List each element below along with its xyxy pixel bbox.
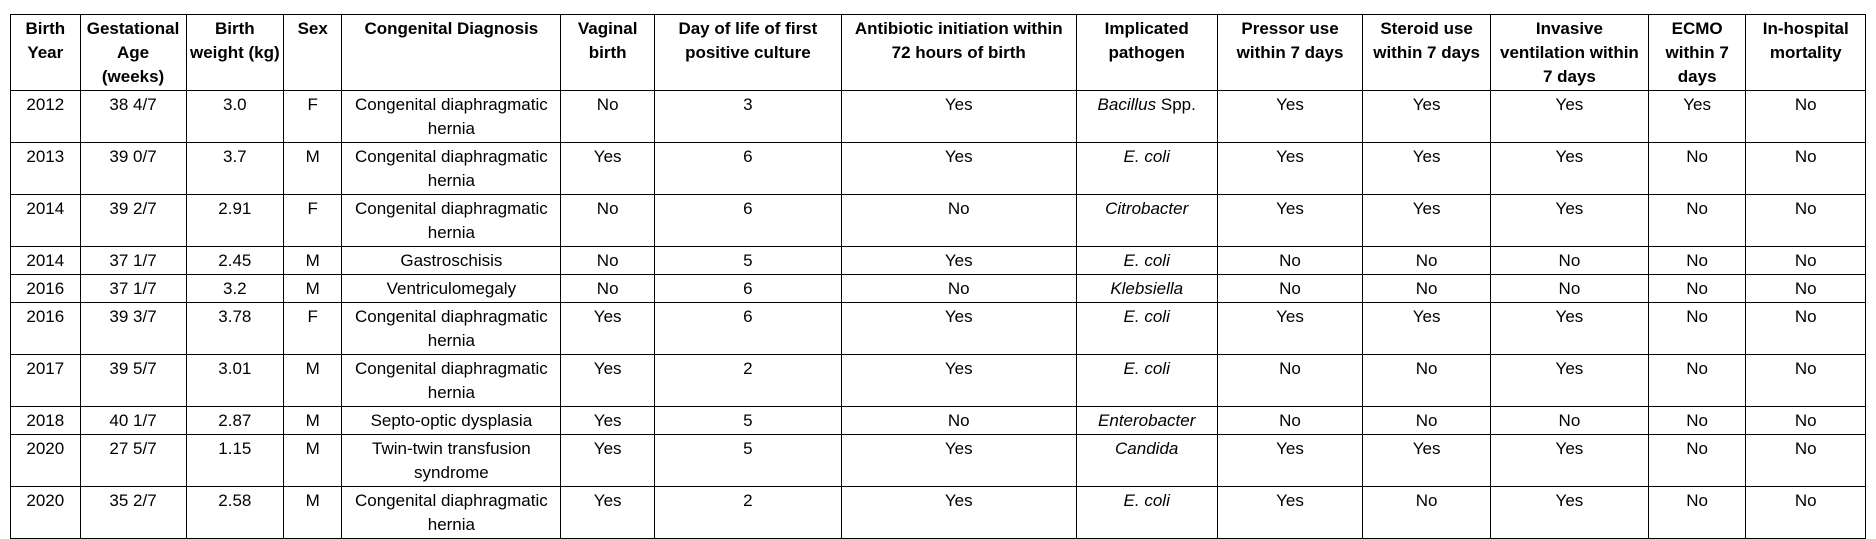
cell-steroid-use: Yes [1363, 143, 1491, 195]
cell-pressor-use: Yes [1217, 487, 1362, 539]
table-row [11, 195, 1866, 247]
table-row [11, 487, 1866, 539]
cell-birth-year: 2017 [11, 355, 81, 407]
cell-in-hospital-mortality: No [1746, 303, 1866, 355]
cell-in-hospital-mortality: No [1746, 195, 1866, 247]
cell-gestational-age: 39 3/7 [80, 303, 186, 355]
cell-ecmo: No [1648, 487, 1746, 539]
cell-birth-weight: 3.0 [186, 91, 284, 143]
cell-antibiotic-initiation: No [841, 275, 1076, 303]
cell-birth-year: 2018 [11, 407, 81, 435]
cell-pressor-use: No [1217, 407, 1362, 435]
table-row [11, 143, 1866, 195]
cell-vaginal-birth: Yes [561, 435, 654, 487]
pathogen-name: Bacillus [1097, 95, 1157, 114]
cell-steroid-use: No [1363, 407, 1491, 435]
patient-table [10, 14, 1866, 539]
cell-birth-weight: 3.01 [186, 355, 284, 407]
cell-in-hospital-mortality: No [1746, 143, 1866, 195]
cell-sex: M [284, 435, 342, 487]
cell-invasive-ventilation: Yes [1490, 435, 1648, 487]
cell-in-hospital-mortality: No [1746, 435, 1866, 487]
cell-birth-year: 2014 [11, 247, 81, 275]
cell-gestational-age: 35 2/7 [80, 487, 186, 539]
cell-invasive-ventilation: Yes [1490, 143, 1648, 195]
cell-antibiotic-initiation: Yes [841, 435, 1076, 487]
header-ecmo: ECMO within 7 days [1648, 15, 1746, 91]
cell-steroid-use: No [1363, 247, 1491, 275]
header-congenital-diagnosis: Congenital Diagnosis [342, 15, 561, 91]
cell-vaginal-birth: Yes [561, 487, 654, 539]
cell-implicated-pathogen [1076, 435, 1217, 487]
cell-sex: M [284, 355, 342, 407]
cell-day-of-life: 6 [654, 275, 841, 303]
pathogen-name: E. coli [1123, 359, 1170, 378]
cell-antibiotic-initiation: No [841, 407, 1076, 435]
cell-implicated-pathogen [1076, 275, 1217, 303]
cell-sex: M [284, 275, 342, 303]
cell-sex: M [284, 247, 342, 275]
header-sex: Sex [284, 15, 342, 91]
header-implicated-pathogen: Implicated pathogen [1076, 15, 1217, 91]
cell-birth-year: 2020 [11, 487, 81, 539]
cell-invasive-ventilation: Yes [1490, 195, 1648, 247]
cell-gestational-age: 37 1/7 [80, 275, 186, 303]
cell-antibiotic-initiation: Yes [841, 303, 1076, 355]
cell-invasive-ventilation: No [1490, 407, 1648, 435]
cell-vaginal-birth: Yes [561, 303, 654, 355]
pathogen-name: Candida [1115, 439, 1179, 458]
cell-congenital-diagnosis: Congenital diaphragmatic hernia [342, 355, 561, 407]
cell-implicated-pathogen [1076, 303, 1217, 355]
cell-ecmo: No [1648, 435, 1746, 487]
header-day-of-life: Day of life of first positive culture [654, 15, 841, 91]
cell-antibiotic-initiation: Yes [841, 247, 1076, 275]
cell-birth-weight: 2.87 [186, 407, 284, 435]
cell-sex: M [284, 143, 342, 195]
cell-vaginal-birth: No [561, 247, 654, 275]
cell-birth-weight: 2.58 [186, 487, 284, 539]
cell-sex: M [284, 407, 342, 435]
cell-congenital-diagnosis: Congenital diaphragmatic hernia [342, 303, 561, 355]
table-row [11, 247, 1866, 275]
cell-antibiotic-initiation: Yes [841, 355, 1076, 407]
cell-steroid-use: No [1363, 355, 1491, 407]
cell-birth-weight: 3.2 [186, 275, 284, 303]
cell-antibiotic-initiation: No [841, 195, 1076, 247]
cell-ecmo: No [1648, 355, 1746, 407]
cell-day-of-life: 6 [654, 143, 841, 195]
cell-gestational-age: 39 5/7 [80, 355, 186, 407]
cell-gestational-age: 39 2/7 [80, 195, 186, 247]
cell-pressor-use: Yes [1217, 143, 1362, 195]
pathogen-name: Klebsiella [1110, 279, 1184, 298]
cell-day-of-life: 2 [654, 355, 841, 407]
cell-in-hospital-mortality: No [1746, 407, 1866, 435]
pathogen-name: E. coli [1123, 147, 1170, 166]
cell-vaginal-birth: No [561, 91, 654, 143]
cell-congenital-diagnosis: Ventriculomegaly [342, 275, 561, 303]
pathogen-name: E. coli [1123, 251, 1170, 270]
cell-antibiotic-initiation: Yes [841, 487, 1076, 539]
cell-vaginal-birth: Yes [561, 143, 654, 195]
cell-vaginal-birth: Yes [561, 407, 654, 435]
cell-invasive-ventilation: Yes [1490, 91, 1648, 143]
cell-ecmo: No [1648, 195, 1746, 247]
cell-pressor-use: Yes [1217, 435, 1362, 487]
cell-ecmo: No [1648, 303, 1746, 355]
cell-invasive-ventilation: Yes [1490, 487, 1648, 539]
pathogen-suffix: Spp. [1156, 95, 1196, 114]
cell-day-of-life: 2 [654, 487, 841, 539]
cell-day-of-life: 6 [654, 195, 841, 247]
cell-congenital-diagnosis: Congenital diaphragmatic hernia [342, 91, 561, 143]
cell-gestational-age: 37 1/7 [80, 247, 186, 275]
cell-steroid-use: No [1363, 487, 1491, 539]
cell-invasive-ventilation: Yes [1490, 303, 1648, 355]
cell-day-of-life: 5 [654, 247, 841, 275]
header-row [11, 15, 1866, 91]
cell-gestational-age: 27 5/7 [80, 435, 186, 487]
header-antibiotic-initiation: Antibiotic initiation within 72 hours of birth [841, 15, 1076, 91]
cell-vaginal-birth: Yes [561, 355, 654, 407]
cell-birth-year: 2016 [11, 303, 81, 355]
cell-vaginal-birth: No [561, 195, 654, 247]
pathogen-name: E. coli [1123, 491, 1170, 510]
header-birth-weight: Birth weight (kg) [186, 15, 284, 91]
pathogen-name: E. coli [1123, 307, 1170, 326]
cell-sex: F [284, 91, 342, 143]
pathogen-name: Citrobacter [1105, 199, 1189, 218]
table-row [11, 435, 1866, 487]
cell-sex: F [284, 195, 342, 247]
cell-in-hospital-mortality: No [1746, 91, 1866, 143]
cell-ecmo: No [1648, 247, 1746, 275]
table-row [11, 303, 1866, 355]
cell-congenital-diagnosis: Gastroschisis [342, 247, 561, 275]
cell-antibiotic-initiation: Yes [841, 143, 1076, 195]
cell-gestational-age: 40 1/7 [80, 407, 186, 435]
cell-pressor-use: No [1217, 275, 1362, 303]
cell-birth-weight: 3.7 [186, 143, 284, 195]
cell-vaginal-birth: No [561, 275, 654, 303]
header-in-hospital-mortality: In-hospital mortality [1746, 15, 1866, 91]
cell-gestational-age: 38 4/7 [80, 91, 186, 143]
cell-implicated-pathogen [1076, 247, 1217, 275]
cell-implicated-pathogen [1076, 487, 1217, 539]
table-row [11, 407, 1866, 435]
cell-steroid-use: Yes [1363, 303, 1491, 355]
header-invasive-ventilation: Invasive ventilation within 7 days [1490, 15, 1648, 91]
cell-birth-weight: 2.45 [186, 247, 284, 275]
cell-ecmo: Yes [1648, 91, 1746, 143]
cell-steroid-use: Yes [1363, 91, 1491, 143]
table-row [11, 275, 1866, 303]
cell-implicated-pathogen [1076, 355, 1217, 407]
cell-ecmo: No [1648, 275, 1746, 303]
cell-birth-year: 2012 [11, 91, 81, 143]
table-container [10, 14, 1866, 539]
header-birth-year: Birth Year [11, 15, 81, 91]
cell-pressor-use: Yes [1217, 303, 1362, 355]
cell-congenital-diagnosis: Congenital diaphragmatic hernia [342, 487, 561, 539]
cell-day-of-life: 6 [654, 303, 841, 355]
cell-pressor-use: No [1217, 355, 1362, 407]
cell-birth-year: 2020 [11, 435, 81, 487]
cell-antibiotic-initiation: Yes [841, 91, 1076, 143]
table-row [11, 91, 1866, 143]
cell-steroid-use: No [1363, 275, 1491, 303]
cell-day-of-life: 3 [654, 91, 841, 143]
cell-birth-year: 2014 [11, 195, 81, 247]
pathogen-name: Enterobacter [1098, 411, 1196, 430]
header-gestational-age: Gestational Age (weeks) [80, 15, 186, 91]
header-vaginal-birth: Vaginal birth [561, 15, 654, 91]
cell-invasive-ventilation: No [1490, 275, 1648, 303]
cell-birth-year: 2016 [11, 275, 81, 303]
cell-pressor-use: Yes [1217, 91, 1362, 143]
cell-implicated-pathogen [1076, 195, 1217, 247]
cell-invasive-ventilation: No [1490, 247, 1648, 275]
cell-day-of-life: 5 [654, 407, 841, 435]
table-body [11, 91, 1866, 539]
cell-birth-weight: 1.15 [186, 435, 284, 487]
cell-in-hospital-mortality: No [1746, 247, 1866, 275]
cell-steroid-use: Yes [1363, 195, 1491, 247]
cell-steroid-use: Yes [1363, 435, 1491, 487]
cell-implicated-pathogen [1076, 143, 1217, 195]
cell-birth-weight: 2.91 [186, 195, 284, 247]
cell-pressor-use: No [1217, 247, 1362, 275]
cell-ecmo: No [1648, 143, 1746, 195]
cell-congenital-diagnosis: Congenital diaphragmatic hernia [342, 195, 561, 247]
cell-in-hospital-mortality: No [1746, 275, 1866, 303]
cell-sex: F [284, 303, 342, 355]
header-pressor-use: Pressor use within 7 days [1217, 15, 1362, 91]
cell-congenital-diagnosis: Congenital diaphragmatic hernia [342, 143, 561, 195]
cell-ecmo: No [1648, 407, 1746, 435]
cell-implicated-pathogen [1076, 407, 1217, 435]
cell-invasive-ventilation: Yes [1490, 355, 1648, 407]
cell-sex: M [284, 487, 342, 539]
cell-birth-weight: 3.78 [186, 303, 284, 355]
cell-in-hospital-mortality: No [1746, 487, 1866, 539]
cell-congenital-diagnosis: Septo-optic dysplasia [342, 407, 561, 435]
cell-gestational-age: 39 0/7 [80, 143, 186, 195]
cell-congenital-diagnosis: Twin-twin transfusion syndrome [342, 435, 561, 487]
table-row [11, 355, 1866, 407]
cell-day-of-life: 5 [654, 435, 841, 487]
cell-in-hospital-mortality: No [1746, 355, 1866, 407]
cell-implicated-pathogen [1076, 91, 1217, 143]
header-steroid-use: Steroid use within 7 days [1363, 15, 1491, 91]
cell-birth-year: 2013 [11, 143, 81, 195]
cell-pressor-use: Yes [1217, 195, 1362, 247]
